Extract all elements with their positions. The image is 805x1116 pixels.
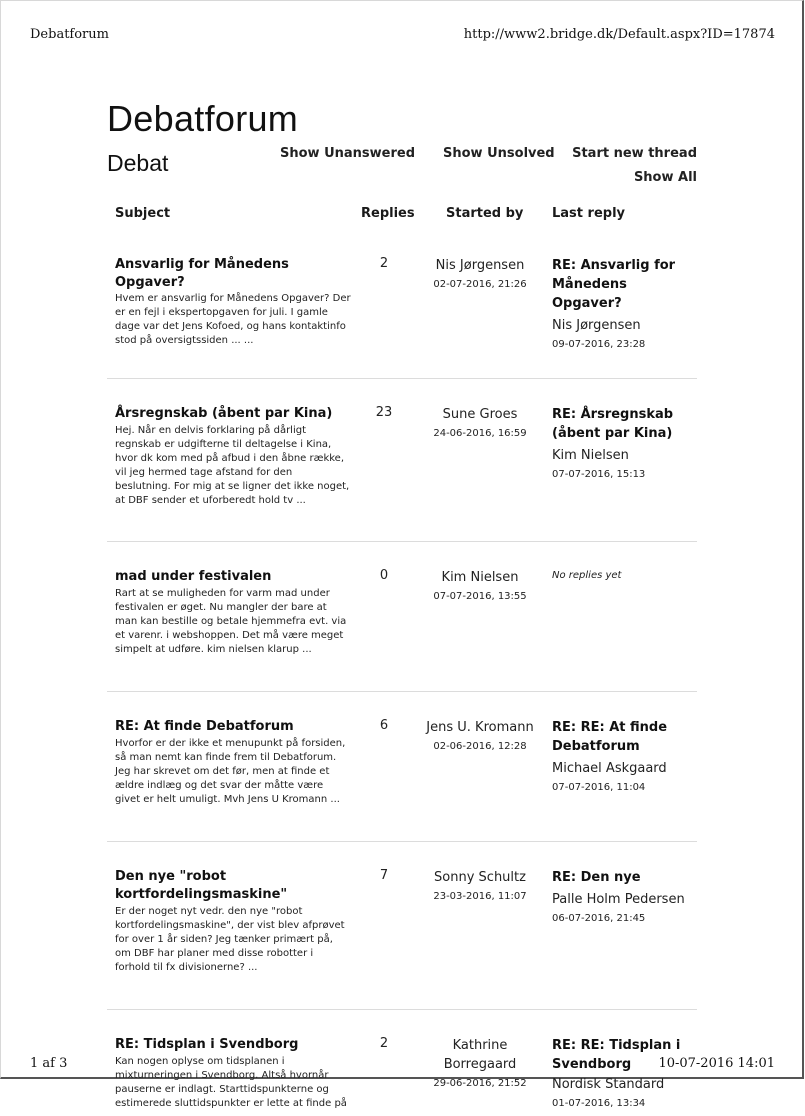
thread-subject-link[interactable]: RE: Tidsplan i Svendborg (115, 1037, 299, 1052)
thread-list (107, 256, 697, 1116)
thread-replies-count: 0 (379, 568, 389, 583)
thread-excerpt: Hvem er ansvarlig for Månedens Opgaver? Der er en fejl i ekspertopgaven for juli. I gamle dage var det Jens Kofoed, og hans kontaktinfo stod på oversigtssiden ... ... (115, 293, 351, 346)
thread-started-date: 02-06-2016, 12:28 (433, 741, 527, 752)
column-header-replies: Replies (361, 206, 415, 221)
print-header-url: http://www2.bridge.dk/Default.aspx?ID=17874 (463, 27, 775, 42)
thread-subject-link[interactable]: Den nye "robot kortfordelingsmaskine" (115, 869, 288, 902)
print-header (30, 27, 775, 42)
thread-started-date: 24-06-2016, 16:59 (433, 428, 527, 439)
show-unanswered-link[interactable]: Show Unanswered (280, 146, 416, 161)
thread-subject-link[interactable]: Årsregnskab (åbent par Kina) (115, 406, 333, 421)
page-title: Debatforum (107, 98, 299, 139)
last-reply-date: 07-07-2016, 11:04 (552, 782, 646, 793)
thread-last-reply (552, 868, 697, 926)
thread-row (107, 568, 697, 692)
section-header (107, 146, 697, 206)
thread-author-link[interactable]: Kathrine Borregaard (443, 1038, 517, 1072)
last-reply-author-link[interactable]: Michael Askgaard (552, 761, 667, 776)
thread-last-reply (552, 256, 697, 352)
thread-row (107, 718, 697, 842)
thread-started-date: 07-07-2016, 13:55 (433, 591, 527, 602)
thread-last-reply (552, 405, 697, 482)
thread-row (107, 868, 697, 1010)
last-reply-author-link[interactable]: Nis Jørgensen (552, 318, 641, 333)
thread-excerpt: Hvorfor er der ikke et menupunkt på forsiden, så man nemt kan finde frem til Debatforum. Jeg har skrevet om det før, men at finde et ældre indlæg og det svar der måtte være givet er helt umuligt. Mvh Jens U Kromann ... (115, 738, 346, 805)
last-reply-author-link[interactable]: Kim Nielsen (552, 448, 629, 463)
start-new-thread-link[interactable]: Start new thread (572, 146, 697, 161)
no-replies-text: No replies yet (552, 570, 622, 581)
last-reply-subject-link[interactable]: RE: RE: At finde Debatforum (552, 720, 668, 754)
thread-last-reply (552, 568, 697, 581)
last-reply-date: 06-07-2016, 21:45 (552, 913, 646, 924)
column-header-started-by: Started by (446, 206, 524, 221)
thread-author-link[interactable]: Sune Groes (442, 407, 518, 422)
column-header-last-reply: Last reply (552, 206, 625, 221)
thread-started-by (419, 718, 541, 754)
thread-table-header (107, 206, 697, 236)
thread-started-by (419, 256, 541, 292)
last-reply-subject-link[interactable]: RE: Årsregnskab (åbent par Kina) (552, 407, 674, 441)
show-unsolved-link[interactable]: Show Unsolved (443, 146, 555, 161)
last-reply-date: 07-07-2016, 15:13 (552, 469, 646, 480)
last-reply-subject-link[interactable]: RE: RE: Tidsplan i Svendborg (552, 1038, 681, 1072)
thread-started-date: 23-03-2016, 11:07 (433, 891, 527, 902)
thread-excerpt: Rart at se muligheden for varm mad under festivalen er øget. Nu mangler der bare at man kan bestille og betale hjemmefra evt. via et varenr. i webshoppen. Det må være meget simpelt at udføre. kim nielsen klarup ... (115, 588, 347, 655)
column-header-subject: Subject (115, 206, 171, 221)
thread-started-by (419, 868, 541, 904)
thread-author-link[interactable]: Sonny Schultz (434, 870, 526, 885)
thread-replies-count: 7 (379, 868, 389, 883)
show-all-link[interactable]: Show All (633, 170, 697, 185)
print-timestamp: 10-07-2016 14:01 (658, 1056, 775, 1071)
last-reply-subject-link[interactable]: RE: Den nye (552, 870, 641, 885)
thread-row (107, 256, 697, 379)
thread-replies-count: 2 (379, 256, 389, 271)
thread-subject-link[interactable]: mad under festivalen (115, 569, 272, 584)
thread-started-by (419, 405, 541, 441)
last-reply-date: 01-07-2016, 13:34 (552, 1098, 646, 1109)
print-footer (30, 1056, 775, 1071)
thread-started-date: 29-06-2016, 21:52 (433, 1078, 527, 1089)
thread-last-reply (552, 1036, 697, 1111)
forum-content (107, 98, 697, 1116)
thread-author-link[interactable]: Nis Jørgensen (435, 258, 525, 273)
thread-last-reply (552, 718, 697, 795)
last-reply-subject-link[interactable]: RE: Ansvarlig for Månedens Opgaver? (552, 258, 676, 311)
thread-started-date: 02-07-2016, 21:26 (433, 279, 527, 290)
section-title: Debat (107, 150, 169, 176)
thread-author-link[interactable]: Jens U. Kromann (426, 720, 534, 735)
page-number: 1 af 3 (30, 1056, 68, 1071)
last-reply-date: 09-07-2016, 23:28 (552, 339, 646, 350)
thread-subject-link[interactable]: Ansvarlig for Månedens Opgaver? (115, 257, 289, 290)
thread-replies-count: 2 (379, 1036, 389, 1051)
thread-excerpt: Hej. Når en delvis forklaring på dårligt regnskab er udgifterne til deltagelse i Kina, hvor dk kom med på afbud i den åbne række, vil jeg hermed tage afstand for den beslutning. For mig at se ligner det ikke noget, at DBF sender et uforberedt hold tv ... (115, 425, 350, 506)
thread-author-link[interactable]: Kim Nielsen (441, 570, 519, 585)
thread-subject-link[interactable]: RE: At finde Debatforum (115, 719, 294, 734)
thread-replies-count: 23 (375, 405, 393, 420)
print-header-title: Debatforum (30, 27, 109, 42)
thread-replies-count: 6 (379, 718, 389, 733)
thread-row (107, 1036, 697, 1116)
thread-row (107, 405, 697, 542)
last-reply-author-link[interactable]: Palle Holm Pedersen (552, 892, 685, 907)
last-reply-author-link[interactable]: Nordisk Standard (552, 1077, 665, 1092)
thread-started-by (419, 568, 541, 604)
thread-excerpt: Kan nogen oplyse om tidsplanen i mixturneringen i Svendborg. Altså hvornår pauserne er indlagt. Starttidspunkterne og estimerede sluttidspunkter er lette at finde på (115, 1056, 347, 1109)
thread-excerpt: Er der noget nyt vedr. den nye "robot kortfordelingsmaskine", der vist blev afprøvet for over 1 år siden? Jeg tænker primært på, om DBF har planer med disse robotter i forhold til fx divisionerne? ... (115, 906, 345, 973)
